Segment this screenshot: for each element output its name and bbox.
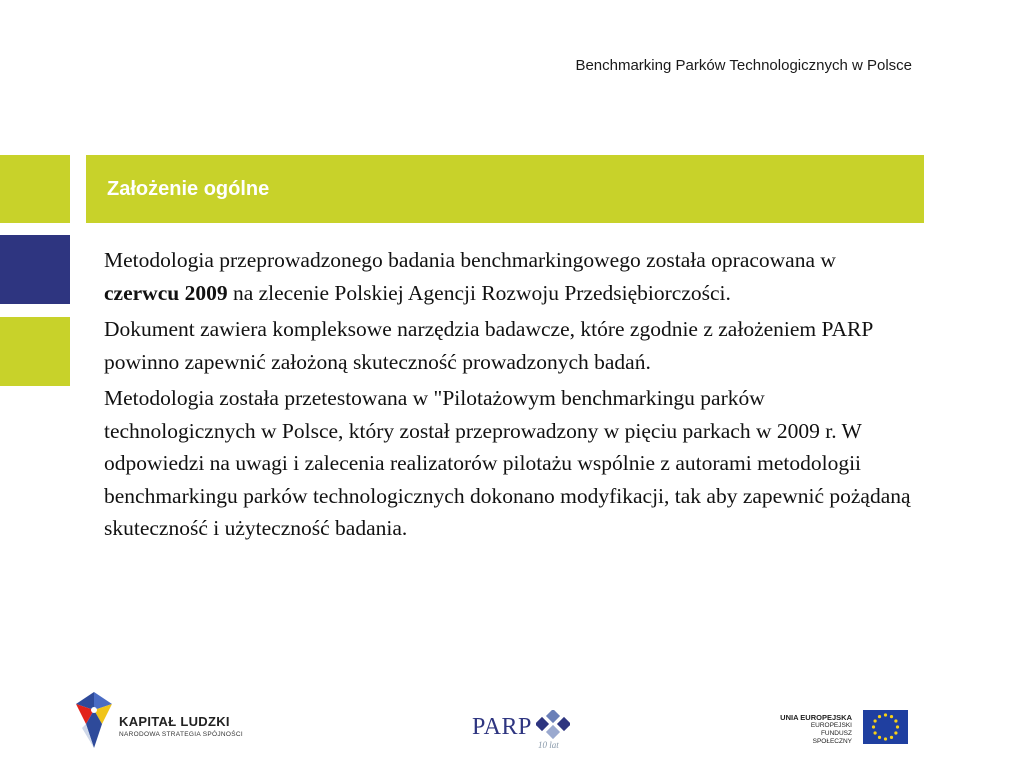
parp-logo	[470, 706, 580, 750]
paragraph-pilot: Metodologia została przetestowana w "Pilotażowym benchmarkingu parków technologicznych w Polsce, który został przeprowadzony w pięciu parkach w 2009 r. W odpowiedzi na uwagi i zalecenia realizatorów pilotażu wspólnie z autorami metodologii benchmarkingu parków technologicznych dokonano modyfikacji, tak aby zapewnić pożądaną skuteczność i użyteczność badania.	[104, 386, 911, 540]
side-block-green-top	[0, 155, 70, 223]
eu-line-1: UNIA EUROPEJSKA	[780, 713, 852, 722]
paragraph-document: Dokument zawiera kompleksowe narzędzia badawcze, które zgodnie z założeniem PARP powinno zapewnić założoną skuteczność prowadzonych badań.	[104, 317, 873, 374]
slide-body	[104, 244, 912, 549]
section-title-bar	[86, 155, 924, 223]
side-block-navy	[0, 235, 70, 304]
eu-line-3: FUNDUSZ SPOŁECZNY	[812, 730, 852, 745]
kapital-ludzki-emblem-icon	[72, 690, 116, 750]
kapital-ludzki-title: KAPITAŁ LUDZKI	[119, 714, 230, 729]
section-title: Założenie ogólne	[107, 178, 270, 200]
paragraph-1-text-b: na zlecenie Polskiej Agencji Rozwoju Przedsiębiorczości.	[227, 280, 731, 305]
parp-name: PARP	[472, 714, 532, 740]
parp-anniversary: 10 lat	[538, 740, 559, 750]
paragraph-1-text-a: Metodologia przeprowadzonego badania benchmarkingowego została opracowana w	[104, 248, 836, 272]
parp-emblem-icon	[536, 710, 570, 740]
eu-line-2: EUROPEJSKI	[810, 722, 852, 729]
paragraph-methodology	[104, 244, 912, 309]
side-block-green-bottom	[0, 317, 70, 386]
kapital-ludzki-subtitle: NARODOWA STRATEGIA SPÓJNOŚCI	[119, 731, 243, 738]
footer-logos	[0, 690, 1024, 768]
eu-flag-icon	[863, 710, 908, 744]
paragraph-1-date: czerwcu 2009	[104, 280, 228, 305]
kapital-ludzki-logo	[72, 690, 243, 754]
presentation-title: Benchmarking Parków Technologicznych w Polsce	[575, 57, 912, 74]
